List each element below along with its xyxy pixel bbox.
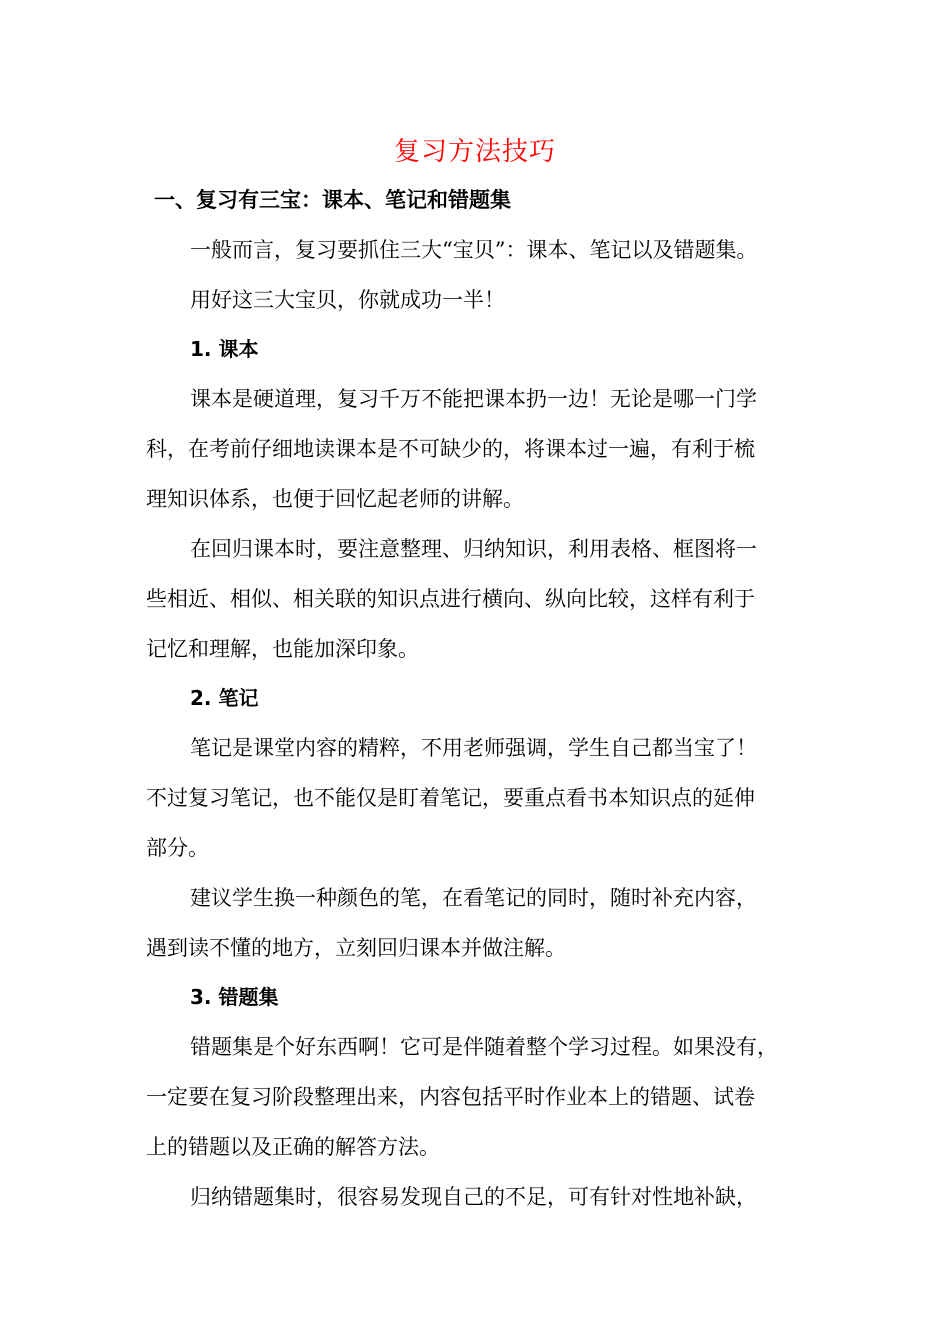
subheading-textbook: 1. 课本 [190, 337, 259, 361]
paragraph-line: 用好这三大宝贝，你就成功一半！ [190, 288, 505, 312]
document-title: 复习方法技巧 [393, 137, 556, 167]
paragraph-line: 错题集是个好东西啊！它可是伴随着整个学习过程。如果没有， [190, 1035, 778, 1059]
paragraph-line: 笔记是课堂内容的精粹，不用老师强调，学生自己都当宝了！ [190, 736, 757, 760]
paragraph-line: 遇到读不懂的地方，立刻回归课本并做注解。 [146, 936, 566, 960]
paragraph-line: 部分。 [146, 836, 209, 860]
subheading-notes: 2. 笔记 [190, 686, 259, 710]
paragraph-line: 记忆和理解，也能加深印象。 [146, 637, 419, 661]
paragraph-line: 不过复习笔记，也不能仅是盯着笔记，要重点看书本知识点的延伸 [146, 786, 755, 810]
paragraph-line: 一般而言，复习要抓住三大“宝贝”：课本、笔记以及错题集。 [190, 238, 758, 262]
paragraph-line: 些相近、相似、相关联的知识点进行横向、纵向比较，这样有利于 [146, 587, 755, 611]
paragraph-line: 理知识体系，也便于回忆起老师的讲解。 [146, 487, 524, 511]
paragraph-line: 归纳错题集时，很容易发现自己的不足，可有针对性地补缺， [190, 1185, 757, 1209]
paragraph-line: 课本是硬道理，复习千万不能把课本扔一边！无论是哪一门学 [190, 387, 757, 411]
paragraph-line: 科，在考前仔细地读课本是不可缺少的，将课本过一遍，有利于梳 [146, 437, 755, 461]
paragraph-line: 在回归课本时，要注意整理、归纳知识，利用表格、框图将一 [190, 537, 757, 561]
subheading-mistakes: 3. 错题集 [190, 985, 279, 1009]
paragraph-line: 上的错题以及正确的解答方法。 [146, 1135, 440, 1159]
paragraph-line: 一定要在复习阶段整理出来，内容包括平时作业本上的错题、试卷 [146, 1085, 755, 1109]
section-heading: 一、复习有三宝：课本、笔记和错题集 [154, 188, 511, 212]
paragraph-line: 建议学生换一种颜色的笔，在看笔记的同时，随时补充内容， [190, 886, 757, 910]
